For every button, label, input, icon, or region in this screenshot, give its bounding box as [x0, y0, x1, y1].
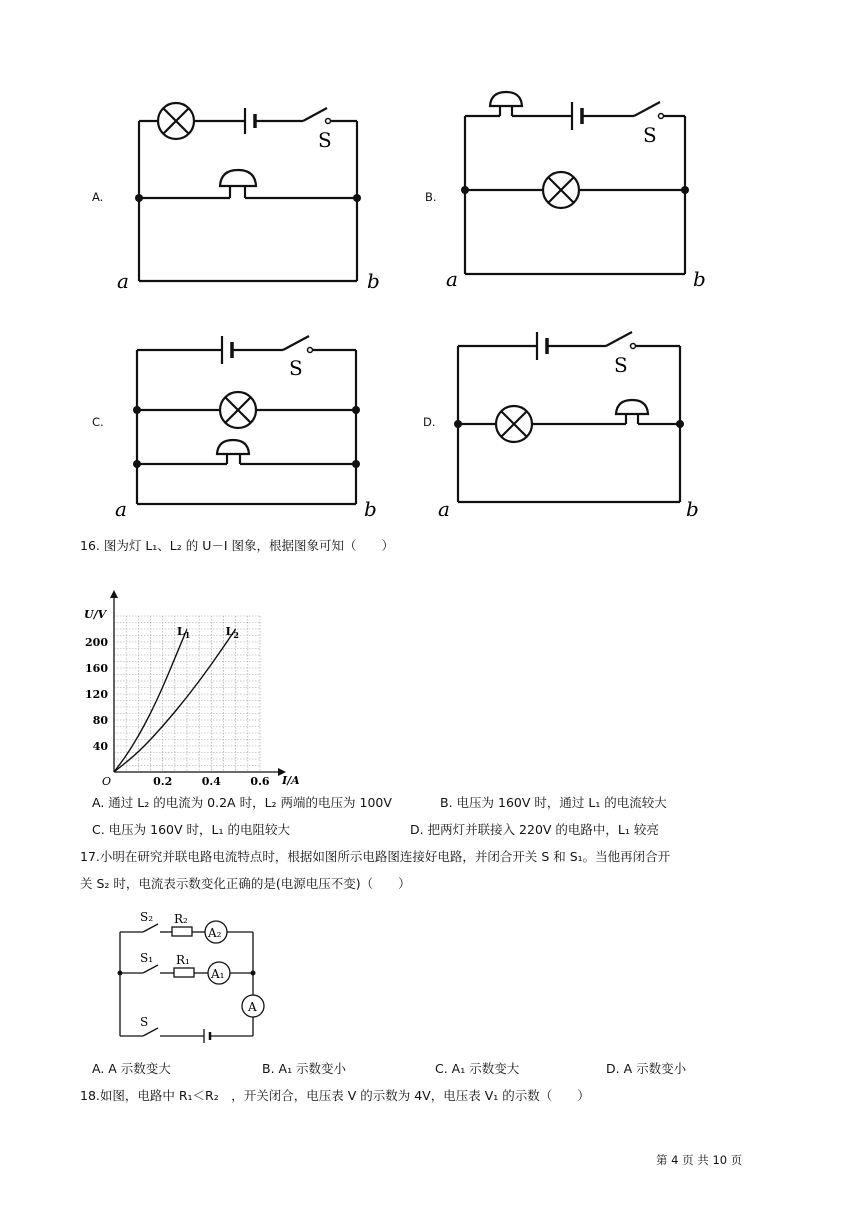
node-b-label: b — [364, 497, 377, 521]
parallel-circuit-diagram — [110, 905, 275, 1055]
switch-label: S — [643, 123, 657, 147]
q16-option-b: B. 电压为 160V 时，通过 L₁ 的电流较大 — [440, 795, 667, 810]
circuit-b-label: B. — [425, 190, 437, 204]
switch-s2-label: S₂ — [140, 910, 154, 924]
switch-label: S — [614, 353, 628, 377]
node-b-label: b — [693, 267, 706, 291]
q16-option-d: D. 把两灯并联接入 220V 的电路中，L₁ 较亮 — [410, 822, 659, 837]
bell-icon — [616, 400, 648, 414]
node-a-label: a — [446, 267, 458, 291]
q17-option-d: D. A 示数变小 — [606, 1061, 687, 1076]
q17-stem-line1: 17.小明在研究并联电路电流特点时，根据如图所示电路图连接好电路，并闭合开关 S 和 S₁。当他再闭合开 — [80, 849, 671, 864]
lamp-icon — [496, 406, 532, 442]
q17-option-a: A. A 示数变大 — [92, 1061, 171, 1076]
resistor-r1-label: R₁ — [176, 953, 190, 967]
page-footer: 第 4 页 共 10 页 — [656, 1153, 743, 1167]
node-a-label: a — [115, 497, 127, 521]
q16-stem: 16. 图为灯 L₁、L₂ 的 U－I 图象，根据图象可知（ ） — [80, 538, 395, 553]
ammeter-a-label: A — [248, 1000, 257, 1014]
ammeter-a1-label: A₁ — [211, 967, 225, 981]
origin-label: O — [102, 775, 112, 788]
circuit-d-label: D. — [423, 415, 436, 429]
q18-stem: 18.如图，电路中 R₁＜R₂ ，开关闭合，电压表 V 的示数为 4V，电压表 V₁ 的示数（ ） — [80, 1088, 590, 1103]
circuit-diagram-a — [105, 88, 395, 298]
x-axis-label: I/A — [282, 774, 300, 787]
lamp-icon — [158, 103, 194, 139]
bell-icon — [490, 92, 522, 106]
x-tick-label: 0.6 — [250, 775, 270, 788]
q17-option-b: B. A₁ 示数变小 — [262, 1061, 347, 1076]
u-i-chart — [78, 588, 300, 788]
switch-s1-label: S₁ — [140, 951, 154, 965]
lamp-icon — [220, 392, 256, 428]
switch-label: S — [289, 356, 303, 380]
x-tick-label: 0.4 — [201, 775, 221, 788]
y-tick-label: 200 — [85, 636, 108, 649]
circuit-diagram-d — [436, 312, 711, 526]
node-b-label: b — [686, 497, 699, 521]
switch-label: S — [318, 128, 332, 152]
q17-stem-line2: 关 S₂ 时，电流表示数变化正确的是(电源电压不变)（ ） — [80, 876, 411, 891]
series-label-l1: $L_1$ — [177, 625, 191, 640]
y-tick-label: 160 — [85, 662, 108, 675]
resistor-r2-label: R₂ — [174, 912, 188, 926]
circuit-diagram-b — [440, 84, 720, 300]
series-label-l2: $L_2$ — [225, 625, 239, 640]
node-a-label: a — [438, 497, 450, 521]
node-b-label: b — [367, 269, 380, 293]
q17-option-c: C. A₁ 示数变大 — [435, 1061, 520, 1076]
node-a-label: a — [117, 269, 129, 293]
y-tick-label: 120 — [85, 688, 108, 701]
switch-s-label: S — [140, 1015, 149, 1029]
bell-icon — [220, 170, 256, 186]
y-axis-label: U/V — [84, 608, 107, 621]
circuit-diagram-c — [107, 312, 392, 526]
x-tick-label: 0.2 — [153, 775, 173, 788]
lamp-icon — [543, 172, 579, 208]
q16-option-c: C. 电压为 160V 时，L₁ 的电阻较大 — [92, 822, 290, 837]
q16-option-a: A. 通过 L₂ 的电流为 0.2A 时，L₂ 两端的电压为 100V — [92, 795, 392, 810]
bell-icon — [217, 440, 249, 454]
ammeter-a2-label: A₂ — [208, 926, 222, 940]
y-tick-label: 40 — [92, 740, 108, 753]
circuit-c-label: C. — [92, 415, 104, 429]
y-tick-label: 80 — [92, 714, 108, 727]
circuit-a-label: A. — [92, 190, 104, 204]
